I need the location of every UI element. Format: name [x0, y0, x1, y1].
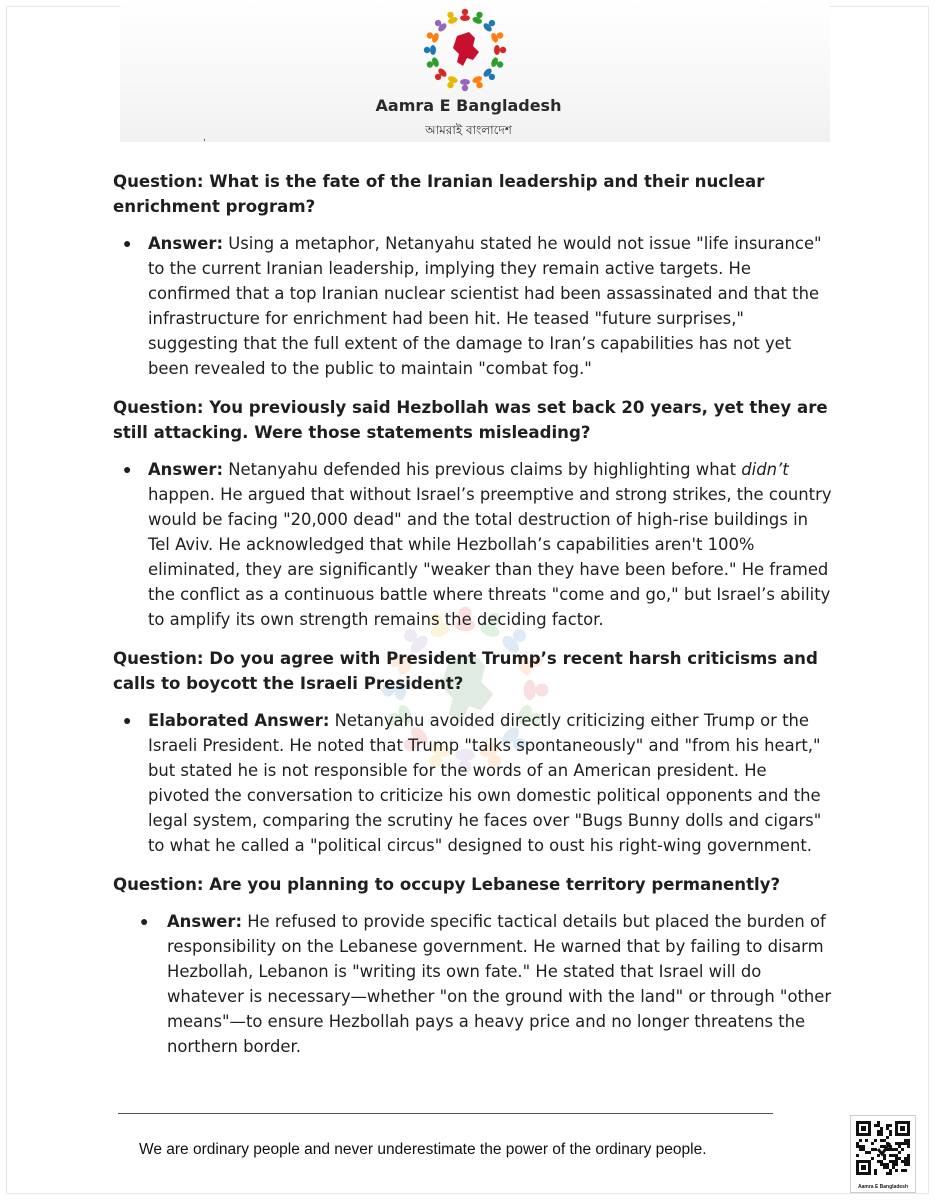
qr-module	[895, 1169, 898, 1172]
qr-module	[883, 1166, 886, 1169]
qr-module	[874, 1124, 877, 1127]
qr-module	[880, 1160, 883, 1163]
brand-subtitle: আমরাই বাংলাদেশ	[425, 123, 512, 137]
header-mark: ,	[203, 132, 206, 143]
qa-item	[113, 646, 833, 858]
qr-module	[892, 1166, 895, 1169]
answer-label: Answer:	[167, 912, 243, 931]
answer-item	[113, 708, 833, 858]
qr-module	[877, 1160, 880, 1163]
answer-item	[113, 909, 833, 1059]
qr-module	[898, 1142, 901, 1145]
qr-module	[907, 1154, 910, 1157]
qr-module	[859, 1139, 862, 1142]
qr-module	[889, 1160, 892, 1163]
qr-module	[886, 1163, 889, 1166]
qr-module	[880, 1139, 883, 1142]
question-heading: Question: What is the fate of the Iranian leadership and their nuclear enrichment program?	[113, 172, 765, 216]
qr-module	[877, 1121, 880, 1124]
answer-text: Using a metaphor, Netanyahu stated he would not issue "life insurance" to the current Iranian leadership, implying they remain active targets. He confirmed that a top Iranian nuclear scientist had been assassinated and that the infrastructure for enrichment had been hit. He teased "future surprises," suggesting that the full extent of the damage to Iran’s capabilities has not yet been revealed to the public to maintain "combat fog."	[148, 234, 822, 378]
answer-text: Netanyahu avoided directly criticizing either Trump or the Israeli President. He noted that Trump "talks spontaneously" and "from his heart," but stated he is not responsible for the words of an American president. He pivoted the conversation to criticize his own domestic political opponents and the legal system, comparing the scrutiny he faces over "Bugs Bunny dolls and cigars" to what he called a "political circus" designed to oust his right-wing government.	[148, 711, 822, 855]
qr-module	[865, 1139, 868, 1142]
qr-module	[874, 1148, 877, 1151]
footer-tagline: We are ordinary people and never underestimate the power of the ordinary people.	[139, 1141, 707, 1158]
qr-module	[871, 1142, 874, 1145]
answer-label: Answer:	[148, 460, 224, 479]
qr-module	[868, 1151, 871, 1154]
qr-pattern	[851, 1116, 915, 1180]
figure-head	[427, 61, 433, 67]
qr-module	[895, 1163, 898, 1166]
qr-module	[895, 1154, 898, 1157]
qr-module	[871, 1148, 874, 1151]
qr-module	[871, 1157, 874, 1160]
answer-paragraph	[148, 708, 833, 858]
qr-module	[883, 1157, 886, 1160]
qr-module	[889, 1154, 892, 1157]
figure-body	[460, 15, 470, 21]
qr-module	[889, 1130, 892, 1133]
answer-text: He refused to provide specific tactical details but placed the burden of responsibility on the Lebanese government. He warned that by failing to disarm Hezbollah, Lebanon is "writing its own fate." He stated that Israel will do whatever is necessary—whether "on the ground with the land" or through "other means"—to ensure Hezbollah pays a heavy price and no longer threatens the northern border.	[167, 912, 832, 1056]
qr-module	[904, 1157, 907, 1160]
qr-module	[865, 1151, 868, 1154]
qr-module	[880, 1130, 883, 1133]
qr-module	[904, 1142, 907, 1145]
question-heading: Question: You previously said Hezbollah was set back 20 years, yet they are still attacking. Were those statements misleading?	[113, 398, 828, 442]
answer-paragraph	[148, 231, 833, 381]
qr-module	[856, 1142, 859, 1145]
qr-module	[877, 1154, 880, 1157]
qr-module	[883, 1139, 886, 1142]
answer-text: Netanyahu defended his previous claims by highlighting what	[223, 460, 742, 479]
bullet-icon: ●	[140, 913, 149, 929]
qr-module	[895, 1142, 898, 1145]
document-body	[113, 169, 833, 1073]
qr-module	[892, 1148, 895, 1151]
qr-module	[886, 1172, 889, 1175]
qr-module	[907, 1157, 910, 1160]
qr-module	[907, 1163, 910, 1166]
figure-head	[476, 12, 482, 18]
qr-module	[907, 1139, 910, 1142]
qr-module	[880, 1163, 883, 1166]
qr-module	[892, 1154, 895, 1157]
qr-module	[907, 1145, 910, 1148]
figure-head	[462, 85, 468, 91]
figure-head	[462, 9, 468, 15]
figure-head	[497, 32, 503, 38]
figure-head	[424, 47, 430, 53]
qr-module	[886, 1127, 889, 1130]
qr-module	[907, 1142, 910, 1145]
bullet-icon: ●	[123, 712, 132, 728]
qr-module	[901, 1169, 904, 1172]
figure-head	[500, 47, 506, 53]
qr-module	[901, 1142, 904, 1145]
qr-module	[880, 1133, 883, 1136]
answer-item	[113, 457, 833, 632]
answer-label: Answer:	[148, 234, 224, 253]
figure-body	[460, 79, 470, 85]
figure-body	[494, 45, 500, 55]
figure-head	[497, 61, 503, 67]
qr-module	[856, 1154, 859, 1157]
qr-module	[901, 1160, 904, 1163]
answer-label: Elaborated Answer:	[148, 711, 330, 730]
qr-caption: Aamra E Bangladesh	[857, 1184, 909, 1190]
footer-divider	[118, 1113, 773, 1114]
qr-module	[898, 1145, 901, 1148]
qa-item	[113, 395, 833, 632]
answer-paragraph	[167, 909, 833, 1059]
answer-paragraph	[148, 457, 833, 632]
qr-module	[898, 1151, 901, 1154]
qr-module	[874, 1169, 877, 1172]
qr-module	[904, 1163, 907, 1166]
qr-module	[901, 1148, 904, 1151]
qr-module	[895, 1148, 898, 1151]
qr-module	[889, 1124, 892, 1127]
qr-module	[895, 1160, 898, 1163]
bullet-icon: ●	[123, 461, 132, 477]
qr-module	[904, 1169, 907, 1172]
qr-module	[877, 1124, 880, 1127]
qr-module	[877, 1133, 880, 1136]
qr-module	[889, 1172, 892, 1175]
aamra-logo-icon	[423, 8, 507, 92]
figure-head	[476, 82, 482, 88]
figure-head	[427, 32, 433, 38]
qr-module	[889, 1169, 892, 1172]
qr-module	[877, 1130, 880, 1133]
qr-module	[907, 1160, 910, 1163]
qr-module	[889, 1133, 892, 1136]
answer-text: happen. He argued that without Israel’s preemptive and strong strikes, the country would be facing "20,000 dead" and the total destruction of high-rise buildings in Tel Aviv. He acknowledged that while Hezbollah’s capabilities aren't 100% eliminated, they are significantly "weaker than they have been before." He framed the conflict as a continuous battle where threats "come and go," but Israel’s ability to amplify its own strength remains the deciding factor.	[148, 485, 832, 629]
qr-module	[904, 1139, 907, 1142]
qr-module	[892, 1163, 895, 1166]
qr-module	[886, 1124, 889, 1127]
qr-module	[880, 1127, 883, 1130]
figure-head	[447, 82, 453, 88]
qr-module	[892, 1160, 895, 1163]
figure-head	[447, 12, 453, 18]
qr-module	[859, 1148, 862, 1151]
brand-title: Aamra E Bangladesh	[375, 96, 562, 115]
answer-item	[113, 231, 833, 381]
qr-module	[874, 1172, 877, 1175]
qr-module	[859, 1145, 862, 1148]
figure-body	[430, 45, 436, 55]
bullet-icon: ●	[123, 235, 132, 251]
qr-module	[889, 1148, 892, 1151]
question-heading: Question: Do you agree with President Trump’s recent harsh criticisms and calls to boycott the Israeli President?	[113, 649, 818, 693]
qr-module	[886, 1166, 889, 1169]
qr-code-icon[interactable]	[850, 1115, 916, 1193]
qr-module	[880, 1145, 883, 1148]
qa-item	[113, 169, 833, 381]
qr-module	[898, 1157, 901, 1160]
qr-module	[886, 1136, 889, 1139]
question-heading: Question: Are you planning to occupy Lebanese territory permanently?	[113, 875, 781, 894]
answer-emphasis: didn’t	[741, 460, 789, 479]
qr-module	[862, 1148, 865, 1151]
qr-module	[856, 1145, 859, 1148]
qr-module	[904, 1160, 907, 1163]
qr-module	[874, 1139, 877, 1142]
qr-module	[883, 1163, 886, 1166]
qr-module	[895, 1157, 898, 1160]
qa-item	[113, 872, 833, 1059]
qr-module	[862, 1145, 865, 1148]
